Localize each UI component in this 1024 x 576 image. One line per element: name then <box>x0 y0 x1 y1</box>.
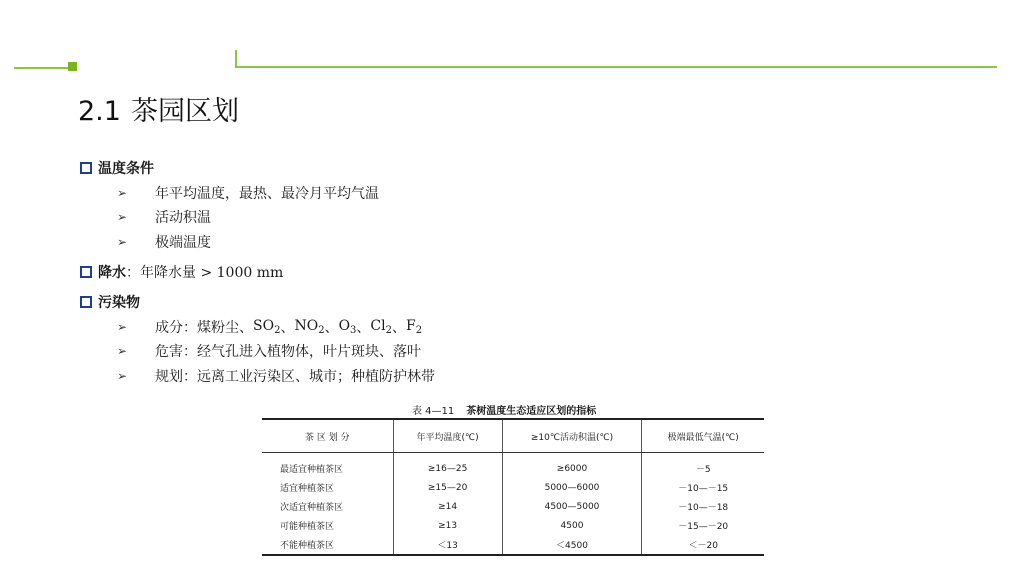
o3: $O_3$ <box>338 318 357 336</box>
section-text: ：年降水量 > 1000 mm <box>126 265 284 281</box>
sub-bullet-text: 危害：经气孔进入植物体，叶片斑块、落叶 <box>155 344 421 360</box>
table-header: 年平均温度(℃) <box>393 419 502 453</box>
table-cell: ≥15—20 <box>393 478 502 497</box>
table-cell: ≥16—25 <box>393 453 502 479</box>
table-cell: －10—－15 <box>678 484 729 494</box>
sub-bullet <box>117 183 379 203</box>
table-cell: ＜－20 <box>642 535 764 555</box>
square-bullet-icon <box>80 162 92 174</box>
no2: $NO_2$ <box>294 318 325 336</box>
separator: 、 <box>280 320 295 336</box>
table-cell: －15—－20 <box>678 522 729 532</box>
sub-bullet-text: 规划：远离工业污染区、城市；种植防护林带 <box>155 369 435 385</box>
separator: 、 <box>392 320 406 336</box>
title-text: 茶园区划 <box>130 96 239 127</box>
table-cell: 可能种植茶区 <box>262 516 393 535</box>
section-heading: 污染物 <box>98 295 140 311</box>
arrow-bullet-icon: ➢ <box>117 210 128 224</box>
table-row <box>262 535 764 555</box>
table-row <box>262 453 764 479</box>
arrow-bullet-icon: ➢ <box>117 186 128 200</box>
tea-zoning-table <box>262 418 764 556</box>
so2: $SO_2$ <box>253 318 281 336</box>
decor-line-left <box>14 67 70 69</box>
table-cell: 次适宜种植茶区 <box>262 497 393 516</box>
arrow-bullet-icon: ➢ <box>117 235 128 249</box>
sub-bullet <box>117 207 211 227</box>
slide-title <box>78 89 239 128</box>
separator: 、 <box>356 320 371 336</box>
table-cell: 适宜种植茶区 <box>262 478 393 497</box>
arrow-bullet-icon: ➢ <box>117 369 128 383</box>
decor-square <box>68 62 77 71</box>
table-number: 表 4—11 <box>412 406 455 417</box>
table-name: 茶树温度生态适应区划的指标 <box>466 406 597 417</box>
title-number: 2.1 <box>78 96 121 127</box>
components-label: 成分：煤粉尘、 <box>155 320 253 336</box>
bullet-temperature <box>80 158 154 178</box>
sub-bullet-components <box>117 317 422 337</box>
table-cell: －5 <box>695 465 711 475</box>
table-caption <box>412 402 596 417</box>
table-cell: ≥14 <box>393 497 502 516</box>
separator: 、 <box>324 320 339 336</box>
table-cell: ≥13 <box>393 516 502 535</box>
table-cell: ≥6000 <box>502 453 642 479</box>
table-cell: ＜4500 <box>502 535 642 555</box>
table-header: 极端最低气温(℃) <box>642 419 764 453</box>
table-cell: ＜13 <box>393 535 502 555</box>
section-heading: 降水 <box>98 265 126 281</box>
bullet-precipitation <box>80 262 283 282</box>
table-cell: 5000—6000 <box>502 478 642 497</box>
decor-line-right <box>235 66 997 68</box>
arrow-bullet-icon: ➢ <box>117 320 128 334</box>
sub-bullet-text: 极端温度 <box>155 235 211 251</box>
square-bullet-icon <box>80 296 92 308</box>
table-row <box>262 478 764 497</box>
table-cell: 最适宜种植茶区 <box>262 453 393 479</box>
cl2: $Cl_2$ <box>370 318 392 336</box>
sub-bullet <box>117 232 211 252</box>
table-cell: 4500 <box>502 516 642 535</box>
bullet-pollutants <box>80 292 140 312</box>
square-bullet-icon <box>80 266 92 278</box>
table-row <box>262 497 764 516</box>
section-heading: 温度条件 <box>98 161 154 177</box>
table-header: ≥10℃活动积温(℃) <box>502 419 642 453</box>
table-header: 茶 区 划 分 <box>262 419 393 453</box>
sub-bullet-text: 年平均温度，最热、最冷月平均气温 <box>155 186 379 202</box>
table-header-row <box>262 419 764 453</box>
sub-bullet-harm <box>117 341 421 361</box>
table-row <box>262 516 764 535</box>
table-cell: 4500—5000 <box>502 497 642 516</box>
sub-bullet-plan <box>117 366 435 386</box>
sub-bullet-text: 活动积温 <box>155 210 211 226</box>
table-cell: 不能种植茶区 <box>262 535 393 555</box>
f2: $F_2$ <box>406 318 423 336</box>
table-cell: －10—－18 <box>678 503 729 513</box>
arrow-bullet-icon: ➢ <box>117 344 128 358</box>
